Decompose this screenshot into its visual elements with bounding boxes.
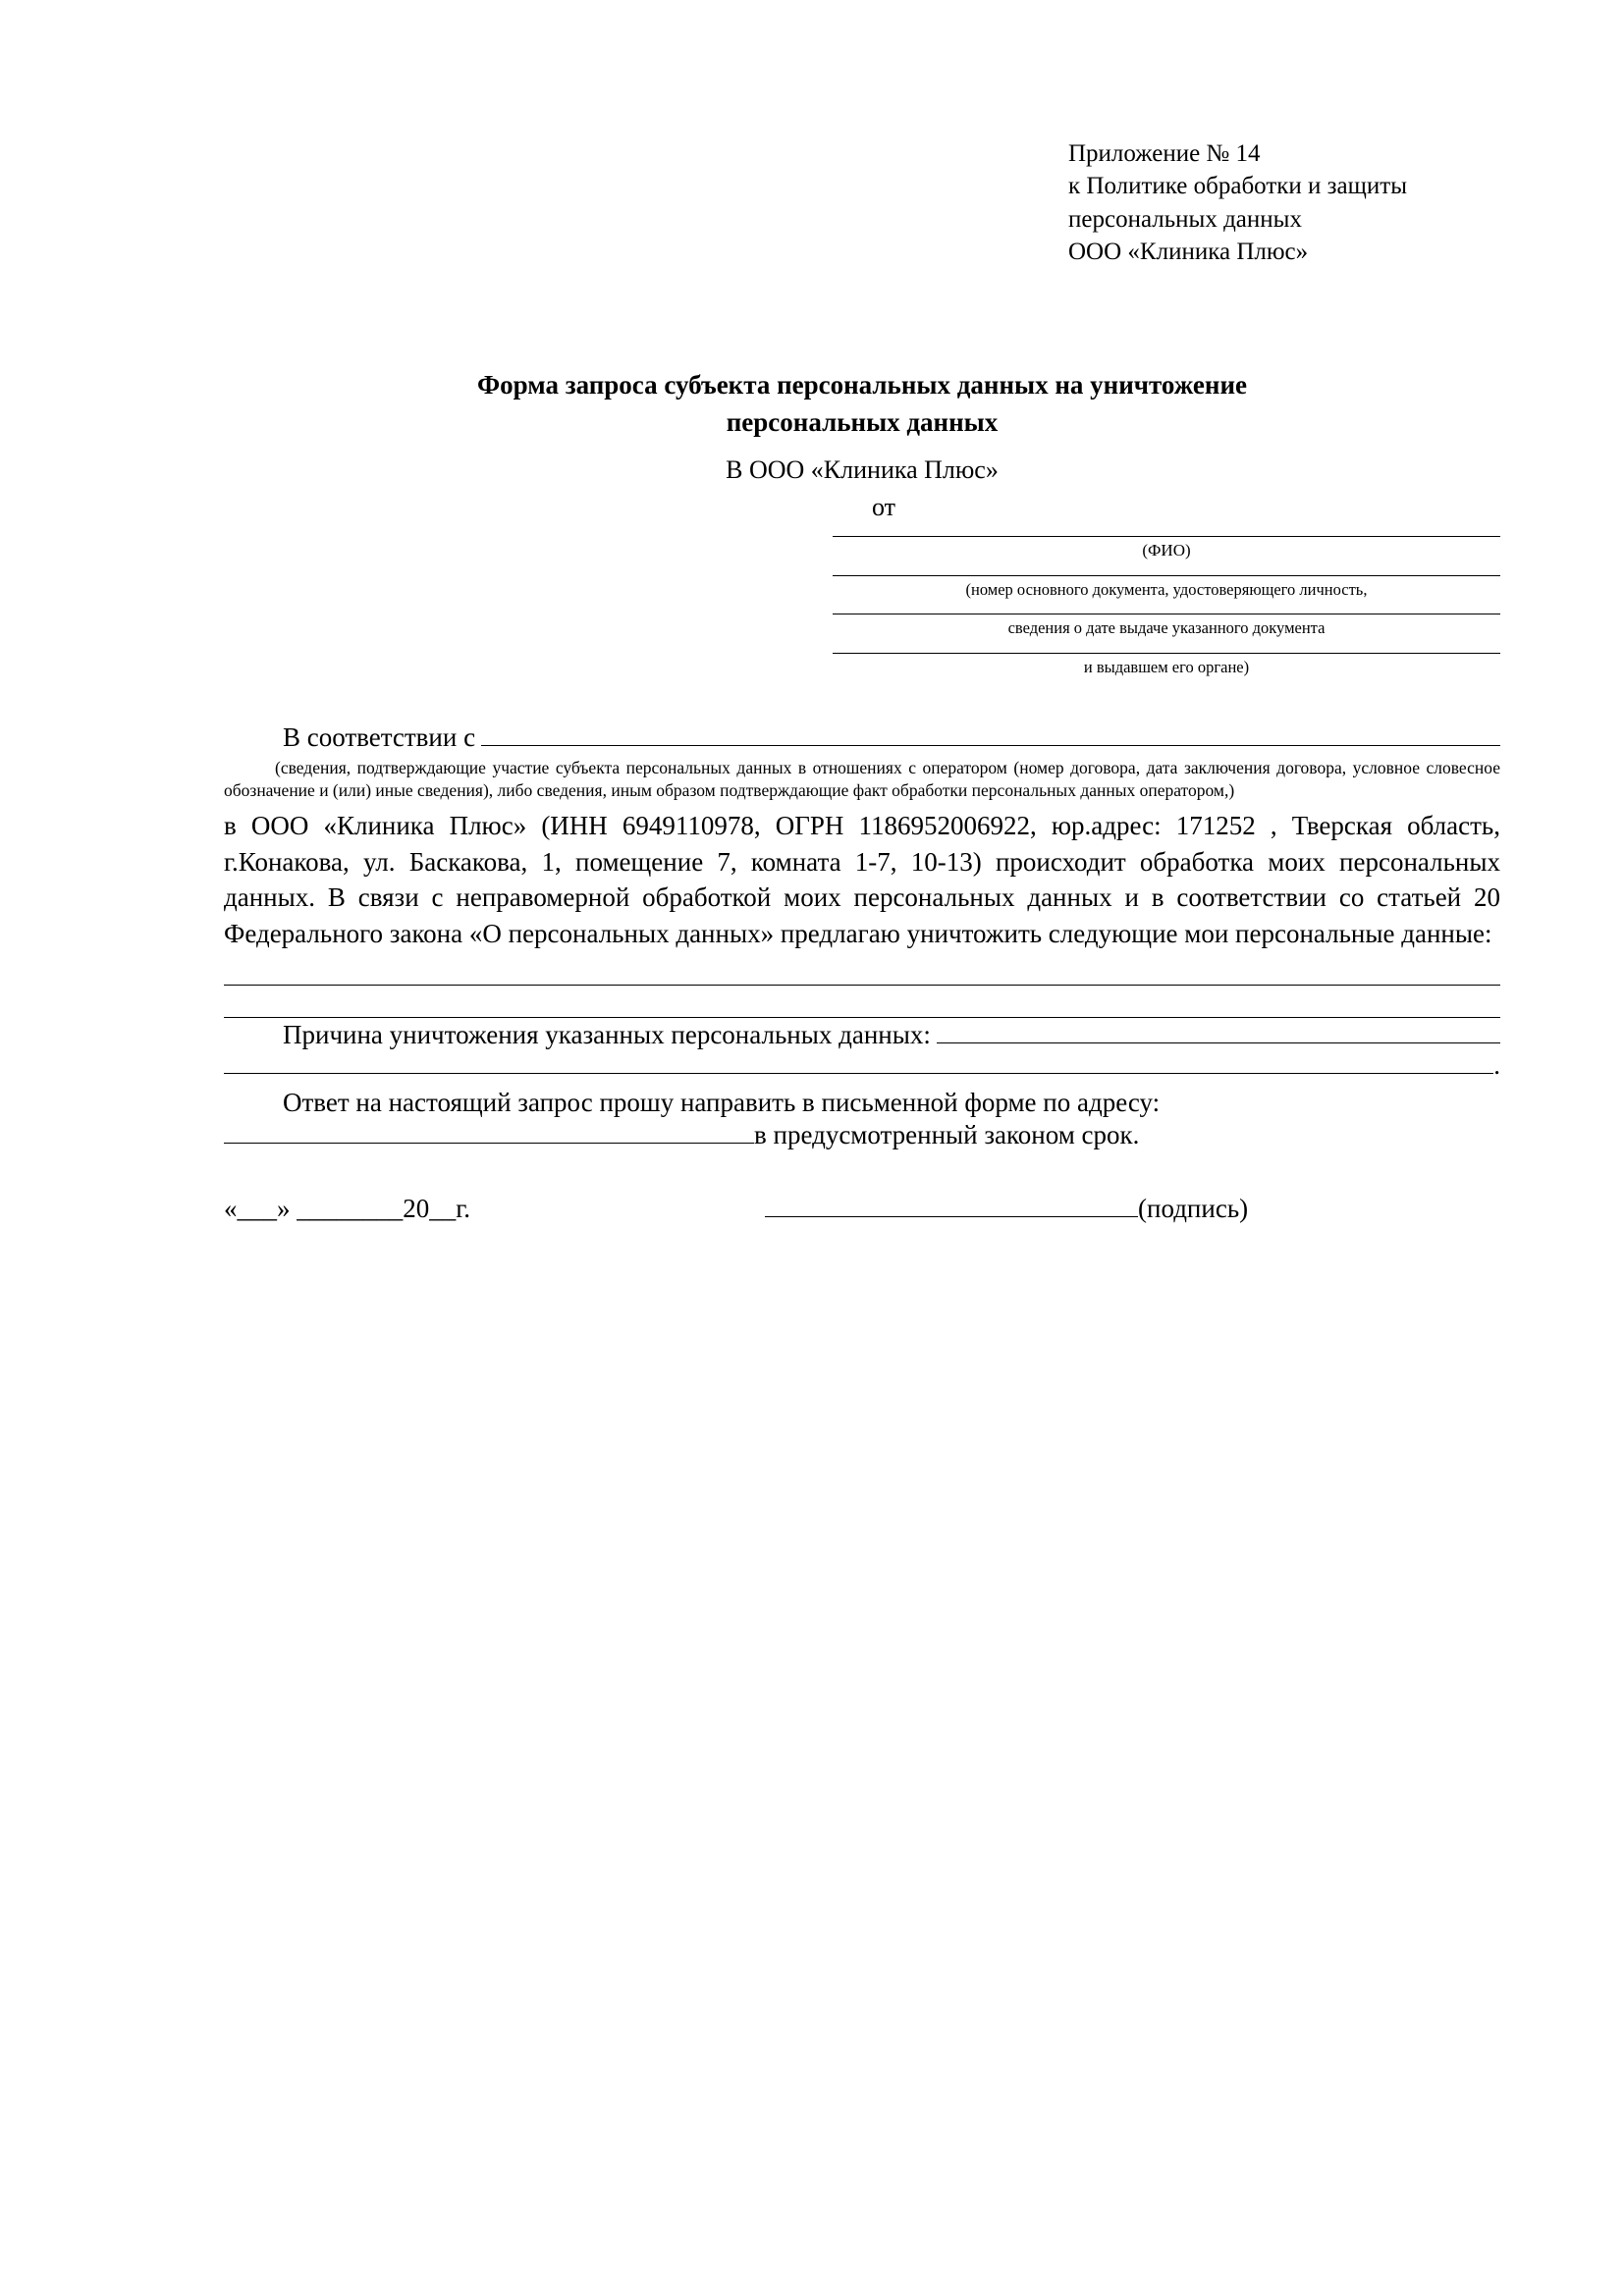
reason-row-2 <box>224 1050 1500 1081</box>
signature-input-line[interactable] <box>765 1195 1138 1217</box>
fineprint-text: (сведения, подтверждающие участие субъекта персональных данных в отношениях с оператором (номер договора, дата заключения договора, условное словесное обозначение и (или) иные сведения), либо сведения, иным образом подтверждающие факт обработки персональных данных оператором,) <box>224 758 1500 801</box>
signature-row <box>224 1194 1500 1224</box>
page-title-line-2: персональных данных <box>726 407 999 438</box>
reason-end-dot: . <box>1493 1050 1500 1080</box>
date-line[interactable]: «___» ________20__г. <box>224 1194 471 1224</box>
appendix-policy-line-2: персональных данных <box>1068 205 1302 233</box>
fio-caption: (ФИО) <box>1142 540 1191 560</box>
page-title <box>224 366 1500 442</box>
data-to-destroy-line-1[interactable] <box>224 951 1500 986</box>
in-accordance-label: В соответствии с <box>283 722 476 753</box>
data-to-destroy-line-2[interactable] <box>224 986 1500 1018</box>
document-number-input-line[interactable] <box>833 575 1500 576</box>
appendix-policy-line-1: к Политике обработки и защиты <box>1068 173 1408 200</box>
applicant-fields <box>833 536 1500 677</box>
fio-input-line[interactable] <box>833 536 1500 537</box>
document-issuer-input-line[interactable] <box>833 653 1500 654</box>
main-paragraph: в ООО «Клиника Плюс» (ИНН 6949110978, ОГРН 1186952006922, юр.адрес: 171252 , Тверская область, г.Конакова, ул. Баскакова, 1, помещение 7, комната 1-7, 10-13) происходит обработка моих персональных данных. В связи с неправомерной обработкой моих персональных данных и в соответствии со статьей 20 Федерального закона «О персональных данных» предлагаю уничтожить следующие мои персональные данные: <box>224 811 1500 948</box>
document-content <box>224 137 1500 1224</box>
answer-address-tail: в предусмотренный законом срок. <box>754 1120 1140 1150</box>
document-date-caption: сведения о дате выдаче указанного документа <box>1007 618 1326 638</box>
document-number-caption: (номер основного документа, удостоверяющего личность, <box>965 579 1368 599</box>
in-accordance-input-line[interactable] <box>481 724 1500 746</box>
document-issuer-caption: и выдавшем его органе) <box>1083 657 1250 676</box>
signature-label: (подпись) <box>1138 1194 1249 1224</box>
answer-paragraph <box>224 1085 1500 1120</box>
page-title-line-1: Форма запроса субъекта персональных данных на уничтожение <box>476 370 1248 400</box>
reason-label: Причина уничтожения указанных персональных данных: <box>283 1020 931 1049</box>
appendix-organization: ООО «Клиника Плюс» <box>1068 238 1309 265</box>
addressee-from-label: от <box>872 492 896 521</box>
answer-paragraph-text: Ответ на настоящий запрос прошу направить в письменной форме по адресу: <box>283 1088 1161 1117</box>
in-accordance-fineprint <box>224 757 1500 802</box>
reason-input-line-1[interactable] <box>937 1022 1500 1043</box>
appendix-header <box>1068 137 1500 268</box>
document-body <box>224 722 1500 1224</box>
reason-input-line-2[interactable] <box>224 1052 1493 1074</box>
answer-address-row <box>224 1120 1500 1150</box>
addressee-organization: В ООО «Клиника Плюс» <box>726 454 999 484</box>
in-accordance-row <box>224 722 1500 753</box>
reason-row <box>224 1020 1500 1050</box>
answer-address-input-line[interactable] <box>224 1121 754 1144</box>
appendix-number: Приложение № 14 <box>1068 140 1261 167</box>
